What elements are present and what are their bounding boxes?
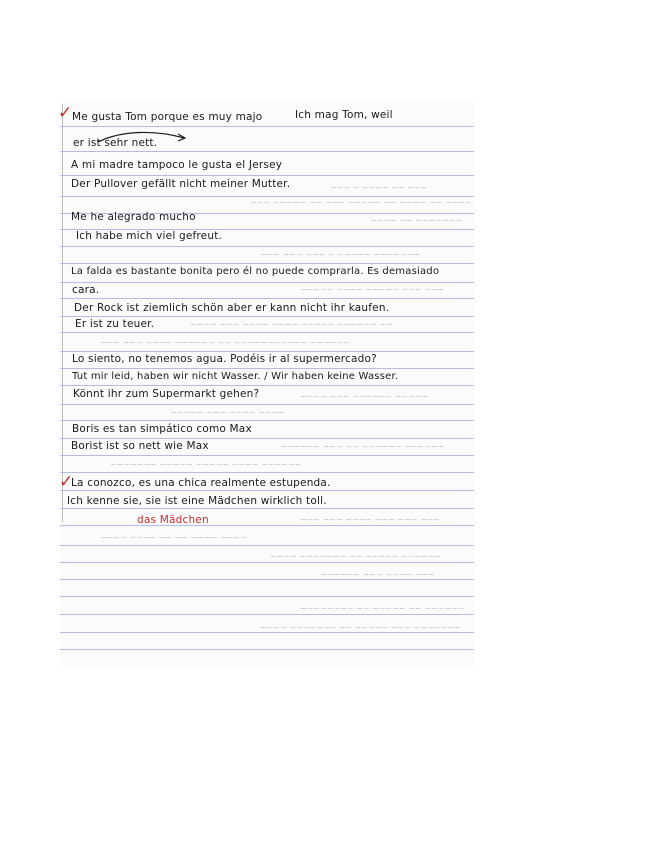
ruled-line (60, 126, 474, 127)
ruled-line (60, 151, 474, 152)
ruled-line (60, 614, 474, 615)
bleed-through-mark: ~~~~~~~ ~~~ ~~~~~ ~~ ~~~~~~~ ~~~~ (260, 623, 461, 632)
bleed-through-mark: ~~~~~ ~~~~~~ ~~~ ~~~~ (300, 392, 429, 401)
bleed-through-mark: ~~~ ~~ ~~~~ ~ ~~~ (330, 183, 428, 192)
handwritten-line: Er ist zu teuer. (75, 318, 155, 330)
ruled-line (60, 490, 474, 491)
ruled-line (60, 385, 474, 386)
bleed-through-mark: ~~~~ ~~~~ ~~~ ~~~~~ (170, 408, 285, 417)
ruled-line (60, 508, 474, 509)
bleed-through-mark: ~~~~~~~ ~~~~~ ~ ~~~ ~~~ ~~~ (260, 250, 421, 259)
ruled-line (60, 246, 474, 247)
handwritten-line: Der Pullover gefällt nicht meiner Mutter. (71, 178, 291, 190)
ruled-line (60, 351, 474, 352)
ruled-line (60, 196, 474, 197)
ruled-line (60, 649, 474, 650)
ruled-line (60, 316, 474, 317)
bleed-through-mark: ~~~ ~~~~ ~~~ ~~~~~~ (320, 570, 435, 579)
bleed-through-mark: ~~~~~~ ~~~~~~ ~~ ~~~ ~~~~~~ (280, 442, 445, 451)
ruled-line (60, 579, 474, 580)
bleed-through-mark: ~~~~ ~~ ~~~~ ~~ ~~~~~ ~~~ ~~ ~~~~~ ~~~ (250, 198, 472, 207)
handwritten-line: Borist ist so nett wie Max (71, 440, 209, 452)
ruled-line (60, 282, 474, 283)
bleed-through-mark: ~~~ ~~~ ~~~~~ ~~~~ ~~~~~ (300, 285, 445, 294)
handwritten-line: Lo siento, no tenemos agua. Podéis ir al supermercado? (72, 353, 377, 365)
ruled-line (60, 263, 474, 264)
ruled-line (60, 525, 474, 526)
handwritten-line: Ich mag Tom, weil (295, 109, 393, 121)
ruled-line (60, 438, 474, 439)
ruled-line (60, 472, 474, 473)
handwritten-line: La conozco, es una chica realmente estupenda. (71, 477, 331, 489)
bleed-through-mark: ~~~~~~ ~~~~ ~~~~~ ~~~~~ ~~~~~~~ (110, 460, 302, 469)
bleed-through-mark: ~~~~~~ ~~~~~ ~~ ~~~~~~~ ~~~~ (270, 552, 442, 561)
bleed-through-mark: ~~~~~~ ~~~~~~~~~~~ ~~ ~~~~~~ ~~~~ ~~~ ~~~ (100, 338, 350, 347)
ruled-line (60, 596, 474, 597)
handwritten-line: Der Rock ist ziemlich schön aber er kann nicht ihr kaufen. (74, 302, 390, 314)
handwritten-line: Me gusta Tom porque es muy majo (72, 111, 263, 123)
bleed-through-mark: ~~~~~~~ ~~ ~~~~ (370, 216, 463, 225)
ruled-line (60, 632, 474, 633)
ruled-line (60, 545, 474, 546)
handwritten-line: Ich kenne sie, sie ist eine Mädchen wirklich toll. (67, 495, 327, 507)
check-mark-icon: ✓ (59, 472, 74, 492)
ruled-line (60, 455, 474, 456)
ruled-line (60, 298, 474, 299)
handwritten-line: Boris es tan simpático como Max (72, 423, 252, 435)
page-margin-line (62, 104, 63, 522)
bleed-through-mark: ~~~~~~ ~~ ~~~~~ ~~ ~~~~~~~~ (300, 604, 465, 613)
handwritten-line: Me he alegrado mucho (71, 211, 196, 223)
handwritten-line: Ich habe mich viel gefreut. (76, 230, 223, 242)
ruled-line (60, 368, 474, 369)
handwritten-line: cara. (72, 284, 100, 296)
ruled-line (60, 175, 474, 176)
ruled-line (60, 420, 474, 421)
bleed-through-mark: ~~ ~~~~~~ ~~~~~ ~~~~ ~~~~ ~~~ ~~~~ (190, 320, 393, 329)
handwritten-line: La falda es bastante bonita pero él no puede comprarla. Es demasiado (71, 266, 440, 277)
handwritten-line: er ist sehr nett. (73, 137, 158, 149)
ruled-line (60, 332, 474, 333)
handwritten-correction: das Mädchen (137, 514, 209, 526)
bleed-through-mark: ~~~ ~~~ ~~~ ~~~~ ~~~ ~~~ (300, 515, 441, 524)
check-mark-icon: ✓ (58, 103, 73, 123)
bleed-through-mark: ~~~~ ~~~~ ~~ ~~ ~~~~ ~~~~ (100, 533, 247, 542)
handwritten-line: Tut mir leid, haben wir nicht Wasser. / Wir haben keine Wasser. (72, 371, 399, 382)
ruled-line (60, 404, 474, 405)
handwritten-line: Könnt ihr zum Supermarkt gehen? (73, 388, 260, 400)
ruled-line (60, 562, 474, 563)
handwritten-line: A mi madre tampoco le gusta el Jersey (71, 159, 283, 171)
